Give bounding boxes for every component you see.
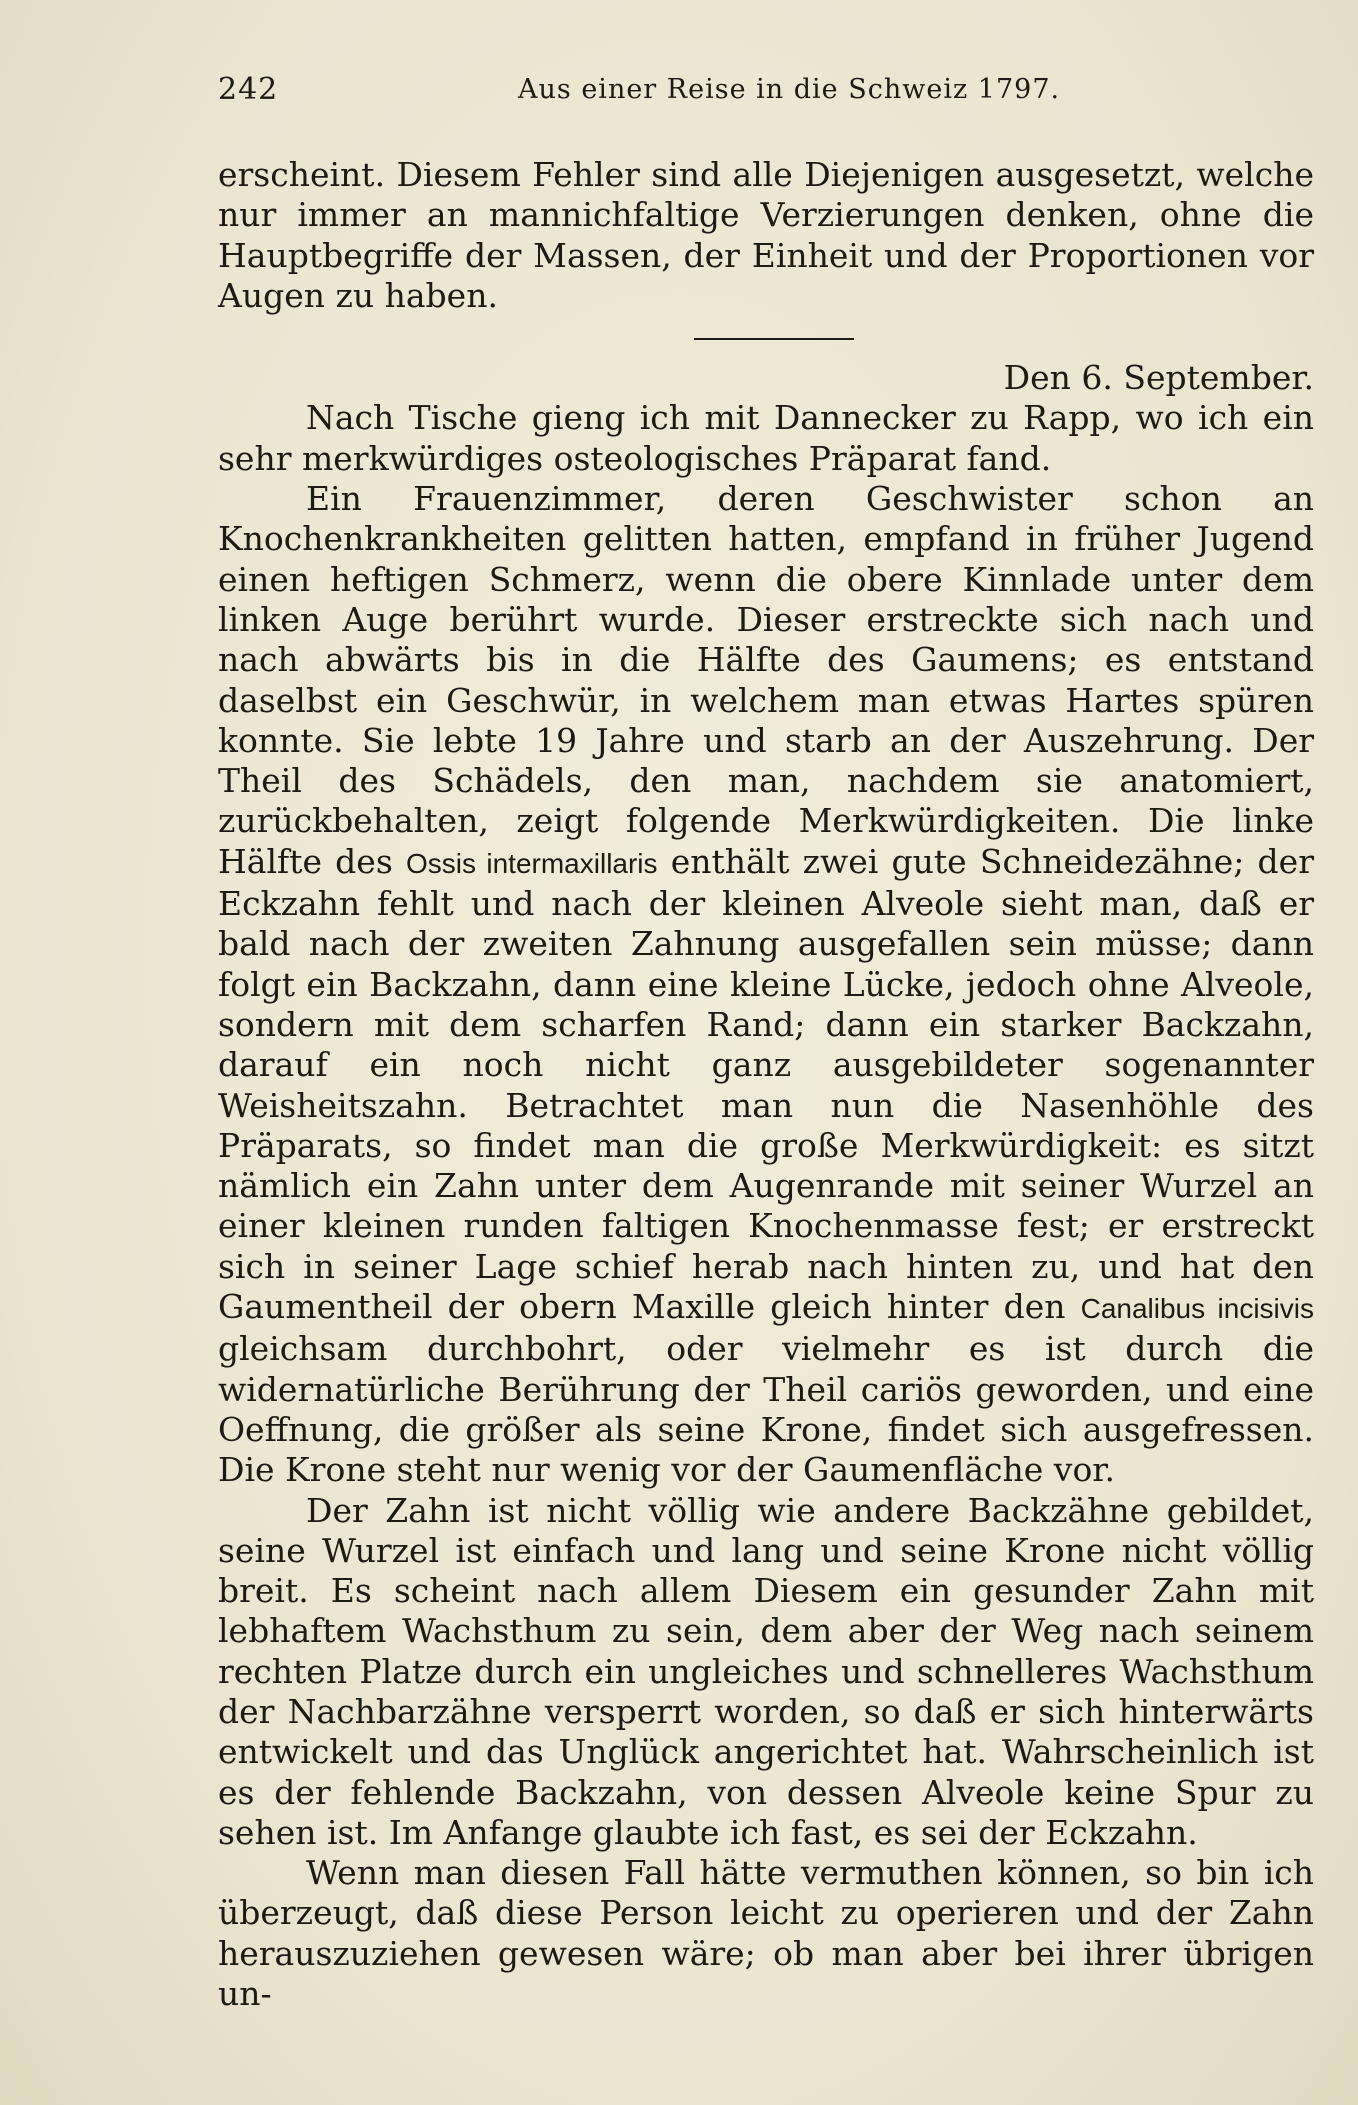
paragraph: Nach Tische gieng ich mit Dannecker zu Rapp, wo ich ein sehr merkwürdiges osteologisches Präparat fand. (218, 398, 1314, 478)
dateline: Den 6. September. (1003, 358, 1314, 398)
running-title: Aus einer Reise in die Schweiz 1797. (518, 74, 1061, 105)
paragraph: Der Zahn ist nicht völlig wie andere Backzähne gebildet, seine Wurzel ist einfach und lang und seine Krone nicht völlig breit. Es scheint nach allem Diesem ein gesunder Zahn mit lebhaftem Wachsthum zu sein, dem aber der Weg nach seinem rechten Platze durch ein ungleiches und schnelleres Wachsthum der Nachbarzähne versperrt worden, so daß er sich hinterwärts entwickelt und das Unglück angerichtet hat. Wahrscheinlich ist es der fehlende Backzahn, von dessen Alveole keine Spur zu sehen ist. Im Anfange glaubte ich fast, es sei der Eckzahn. (218, 1490, 1314, 1852)
page-header (218, 72, 1318, 112)
section-divider (694, 338, 854, 340)
latin-term: Canalibus incisivis (1080, 1293, 1314, 1325)
paragraph-continuation: erscheint. Diesem Fehler sind alle Diejenigen ausgesetzt, welche nur immer an mannichfaltige Verzierungen denken, ohne die Hauptbegriffe der Massen, der Einheit und der Proportionen vor Augen zu haben. (218, 155, 1314, 315)
page-number: 242 (218, 72, 279, 107)
paragraph: Wenn man diesen Fall hätte vermuthen können, so bin ich überzeugt, daß diese Person leicht zu operieren und der Zahn herauszuziehen gewesen wäre; ob man aber bei ihrer übrigen un- (218, 1853, 1314, 2014)
paragraph-segment: Ein Frauenzimmer, deren Geschwister schon an Knochenkrankheiten gelitten hatten, empfand in früher Jugend einen heftigen Schmerz, wenn die obere Kinnlade unter dem linken Auge berührt wurde. Dieser erstreckte sich nach und nach abwärts bis in die Hälfte des Gaumens; es entstand daselbst ein Geschwür, in welchem man etwas Hartes spüren konnte. Sie lebte 19 Jahre und starb an der Auszehrung. Der Theil des Schädels, den man, nachdem sie anatomiert, zurückbehalten, zeigt folgende Merkwürdigkeiten. Die linke Hälfte des (218, 479, 1314, 881)
latin-term: Ossis intermaxillaris (405, 847, 658, 879)
paragraph-case-description (218, 479, 1314, 1490)
paragraph-segment: gleichsam durchbohrt, oder vielmehr es ist durch die widernatürliche Berührung der Theil cariös geworden, und eine Oeffnung, die größer als seine Krone, findet sich ausgefressen. Die Krone steht nur wenig vor der Gaumenfläche vor. (218, 1329, 1314, 1490)
paragraph-segment: enthält zwei gute Schneidezähne; der Eckzahn fehlt und nach der kleinen Alveole sieht man, daß er bald nach der zweiten Zahnung ausgefallen sein müsse; dann folgt ein Backzahn, dann eine kleine Lücke, jedoch ohne Alveole, sondern mit dem scharfen Rand; dann ein starker Backzahn, darauf ein noch nicht ganz ausgebildeter sogenannter Weisheitszahn. Betrachtet man nun die Nasenhöhle des Präparats, so findet man die große Merkwürdigkeit: es sitzt nämlich ein Zahn unter dem Augenrande mit seiner Wurzel an einer kleinen runden faltigen Knochenmasse fest; er erstreckt sich in seiner Lage schief herab nach hinten zu, und hat den Gaumentheil der obern Maxille gleich hinter den (218, 841, 1314, 1327)
body-text (218, 155, 1314, 2014)
